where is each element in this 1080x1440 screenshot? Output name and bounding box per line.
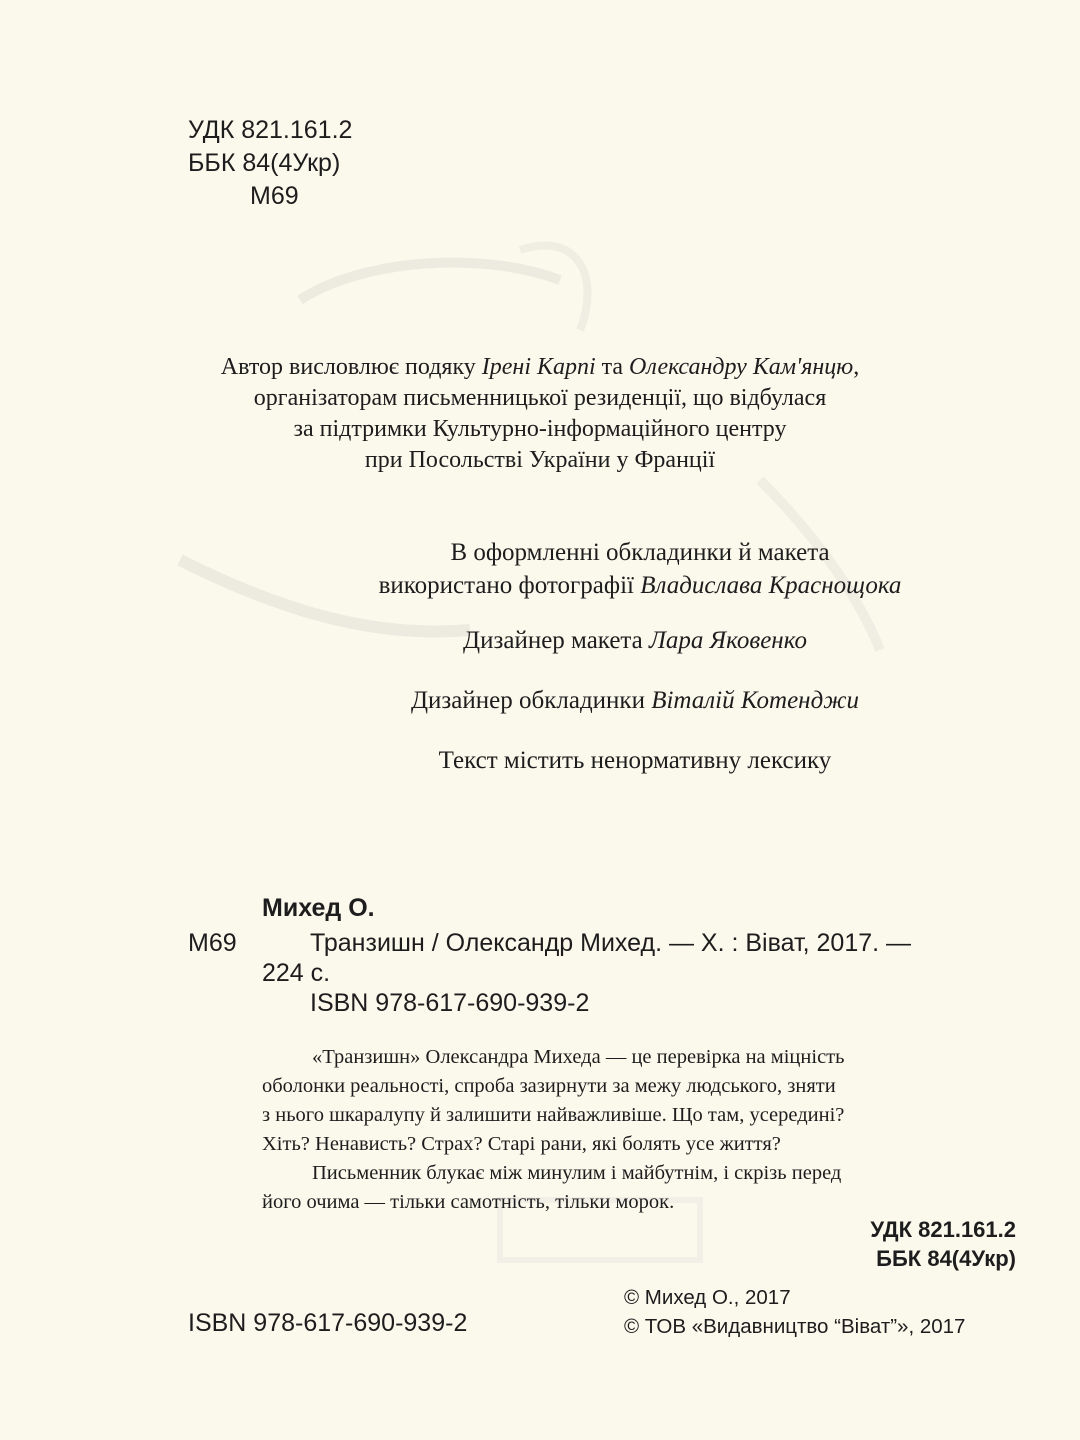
annotation-line-6: його очима — тільки самотність, тільки морок.: [262, 1191, 675, 1213]
layout-designer-name: Лара Яковенко: [649, 627, 807, 654]
cover-designer-name: Віталій Котенджи: [651, 687, 859, 714]
udk-code: УДК 821.161.2: [188, 116, 353, 144]
ack-line-1: [0, 352, 1080, 383]
thanks-name-2: Олександру Кам'янцю: [629, 354, 854, 380]
ack-line-1-a: Автор висловлює подяку: [220, 354, 482, 380]
photo-credit: [0, 536, 1080, 602]
acknowledgement: [0, 352, 1080, 476]
thanks-name-1: Ірені Карпі: [481, 354, 596, 380]
bbk-code: ББК 84(4Укр): [188, 149, 341, 177]
catalog-author: Михед О.: [262, 894, 375, 922]
footer-isbn: ISBN 978-617-690-939-2: [188, 1309, 468, 1337]
layout-designer-label: Дизайнер макета: [463, 627, 649, 654]
header-codes: [188, 114, 352, 213]
catalog-title-line: Транзишн / Олександр Михед. — Х. : Віват, 2017. —: [310, 929, 912, 957]
footer-udk: УДК 821.161.2: [870, 1217, 1016, 1242]
ack-line-4: при Посольстві України у Франції: [364, 447, 716, 473]
ack-line-1-e: ,: [853, 354, 860, 380]
catalog-isbn: ISBN 978-617-690-939-2: [310, 989, 590, 1017]
cover-designer: [0, 684, 1080, 717]
bleed-stroke-1: [300, 263, 560, 300]
catalog-mark: М69: [188, 929, 237, 957]
ack-line-2: організаторам письменницької резиденції, що відбулася: [253, 385, 827, 411]
copyright-publisher: © ТОВ «Видавництво “Віват”», 2017: [624, 1315, 966, 1338]
annotation-line-2: оболонки реальності, спроба зазирнути за межу людського, зняти: [262, 1075, 836, 1097]
footer-codes: [870, 1215, 1016, 1273]
catalog-pages: 224 с.: [262, 959, 331, 987]
photo-credit-line-1: В оформленні обкладинки й макета: [450, 539, 830, 566]
copyright-block: [624, 1283, 965, 1341]
annotation-line-1: «Транзишн» Олександра Михеда — це перевірка на міцність: [312, 1046, 845, 1068]
layout-designer: [0, 624, 1080, 657]
annotation-line-4: Хіть? Ненависть? Страх? Старі рани, які болять усе життя?: [262, 1133, 781, 1155]
content-warning: Текст містить ненормативну лексику: [438, 747, 832, 774]
ack-line-3: за підтримки Культурно-інформаційного центру: [293, 416, 787, 442]
annotation-line-3: з нього шкаралупу й залишити найважливіше. Що там, усередині?: [262, 1104, 845, 1126]
cover-designer-label: Дизайнер обкладинки: [411, 687, 652, 714]
photo-credit-text: використано фотографії: [378, 572, 641, 599]
annotation: [262, 1043, 844, 1217]
annotation-line-5: Письменник блукає між минулим і майбутнім, і скрізь перед: [312, 1162, 842, 1184]
copyright-author: © Михед О., 2017: [624, 1286, 791, 1309]
photographer-name: Владислава Краснощока: [640, 572, 902, 599]
photo-credit-line-2: [0, 569, 1080, 602]
footer-bbk: ББК 84(4Укр): [876, 1246, 1016, 1271]
author-mark: М69: [250, 182, 299, 210]
ack-line-1-c: та: [595, 354, 630, 380]
bleed-stroke-4: [520, 245, 588, 330]
